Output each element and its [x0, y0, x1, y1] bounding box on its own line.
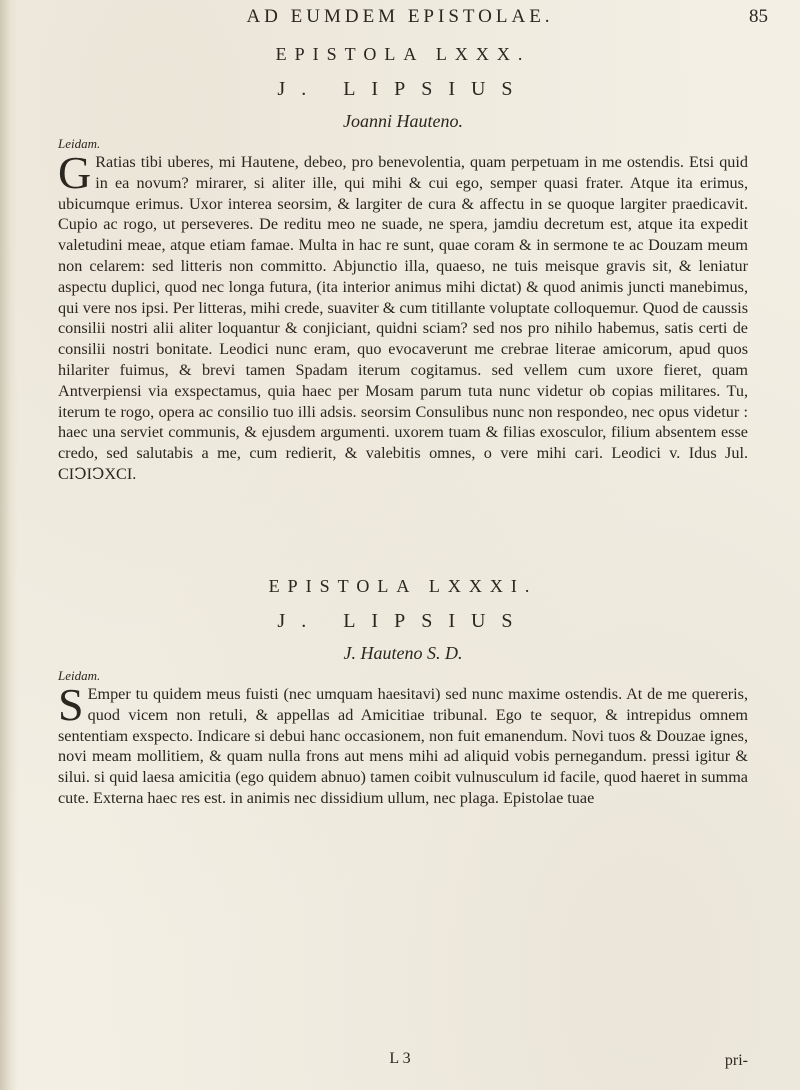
page-number: 85 [749, 6, 768, 27]
letter-81-recipient: J. Hauteno S. D. [343, 643, 463, 663]
letter-80-recipient: Joanni Hauteno. [343, 111, 463, 131]
letter-80-body-block [58, 147, 748, 485]
letter-81-recipient-block [58, 643, 748, 664]
letter-81-heading: EPISTOLA LXXXI. [268, 576, 538, 596]
letter-81-heading-block [58, 576, 748, 597]
catchword: pri- [724, 1052, 748, 1069]
letter-81-place: Leidam. [58, 668, 101, 683]
letter-80-place: Leidam. [58, 136, 101, 151]
letter-80-author-block [58, 78, 748, 101]
signature-mark: L 3 [389, 1050, 411, 1067]
running-head-title: AD EUMDEM EPISTOLAE. [246, 6, 554, 27]
letter-80-text: Ratias tibi uberes, mi Hautene, debeo, pro benevolentia, quam perpetuam in me ostendis. Etsi quid in ea novum? mirarer, si aliter ille, qui mihi & cui ego, semper quasi frater. Atque ita erimus, ubicumque erimus. Uxor interea seorsim, & largiter de cura & affectu in se quoque largiter praedicavit. Cupio ac rogo, ut perseveres. De reditu meo ne suade, ne spera, jamdiu decretum est, atque ita expedit valetudini meae, atque etiam famae. Multa in hac re sunt, quae coram & in sermone te ac Douzam meum non celarem: sed litteris non committo. Abjunctio illa, quaeso, ne tuis meisque gravis sit, & leniatur aspectu duplici, quod nec longa futura, (ita interior animus mihi dictat) & quod animis juncti manebimus, qui vere nos ipsi. Per litteras, mihi crede, suaviter & cum titillante voluptate colloquemur. Quod de caussis consilii nostri alii aliter loquantur & conjiciant, quidni sciam? sed nos pro nihilo habemus, satis certi de consilii nostri bonitate. Leodici nunc eram, quo evocaverunt me crebrae literae amicorum, apud quos hilariter fuimus, & brevi tamen Spadam iterum cogitamus. sed vellem cum uxore fieret, quam Antverpiensi via exspectamus, quia haec per Mosam parum tuta nunc videtur ob copias militares. Tu, iterum te rogo, opera ac consilio tuo illi adsis. seorsim Consulibus nunc non respondeo, nec opus videtur : haec una serviet communis, & ejusdem argumenti. uxorem tuam & filias exosculor, filium absentem esse credo, sed salutabis a me, cum redierit, & valebitis omnes, o vere mihi cari. Leodici v. Idus Jul. CIↃIↃXCI. [58, 153, 748, 483]
letter-80-dropcap: G [58, 147, 92, 198]
letter-80-body [58, 147, 748, 485]
letter-81-author-block [58, 610, 748, 633]
letter-81-place-block [58, 668, 748, 684]
letter-80-recipient-block [58, 111, 748, 132]
letter-81-author: J. LIPSIUS [277, 610, 529, 632]
running-head [60, 6, 768, 32]
page-gutter-shadow [0, 0, 18, 1090]
letter-80-heading-block [58, 44, 748, 65]
letter-80-heading: EPISTOLA LXXX. [275, 44, 531, 64]
letter-80-author: J. LIPSIUS [277, 78, 529, 100]
letter-81-body [58, 679, 748, 809]
letter-81-dropcap: S [58, 679, 84, 730]
letter-80-place-block [58, 136, 748, 152]
letter-81-text: Emper tu quidem meus fuisti (nec umquam haesitavi) sed nunc maxime ostendis. At de me quereris, quod vicem non retuli, & appellas ad Amicitiae tribunal. Ego te sequor, & intrepidus omnem sententiam exspecto. Indicare si debui hanc occasionem, non fuit emanendum. Novi tuos & Douzae ignes, novi meam mollitiem, & quam nulla frons aut mens mihi ad aliquid vobis pernegandum. pressi igitur & silui. si quid laesa amicitia (ego quidem abnuo) tamen coibit vulnusculum id facile, quod haeret in summa cute. Externa haec res est. in animis nec dissidium ullum, nec plaga. Epistolae tuae [58, 685, 748, 807]
letter-81-body-block [58, 679, 748, 809]
